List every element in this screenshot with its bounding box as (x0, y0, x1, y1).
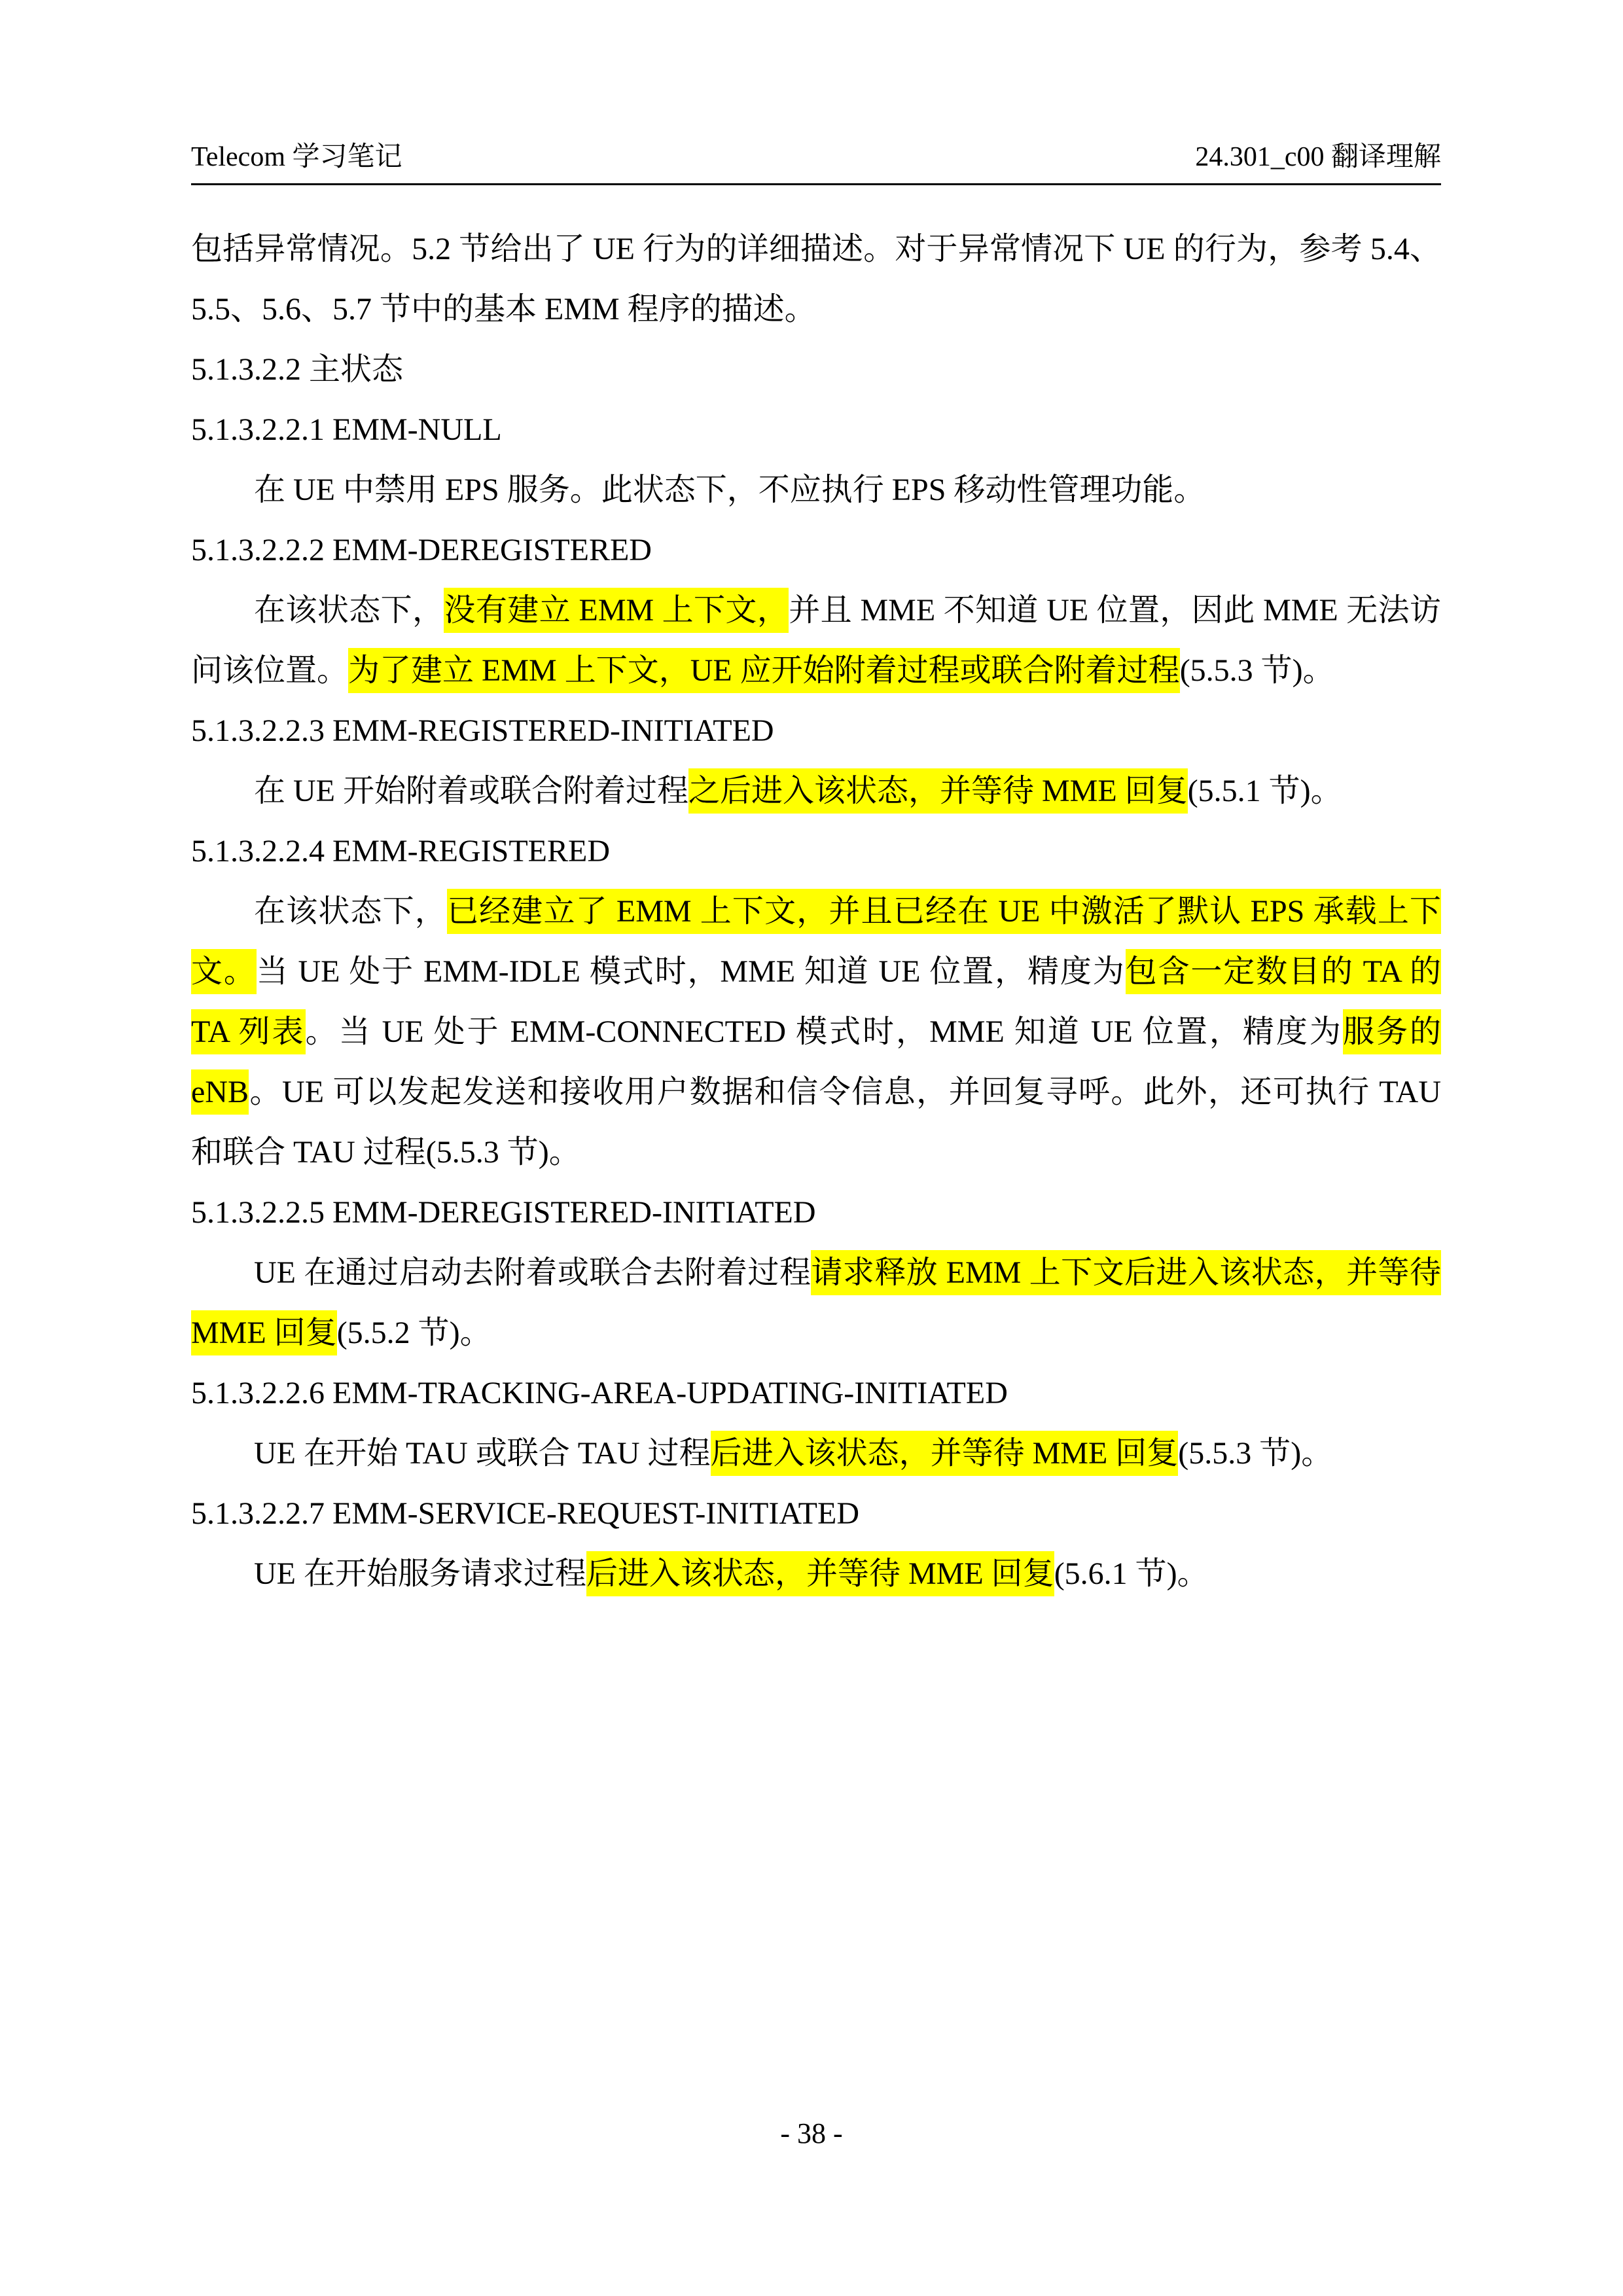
paragraph-emm-registered (191, 882, 1441, 1183)
paragraph-emm-null (191, 460, 1441, 520)
header-doc-id: 24.301_c00 翻译理解 (1195, 142, 1441, 172)
text-span: (5.5.3 节)。 (1178, 1436, 1333, 1471)
paragraph-emm-deregistered (191, 581, 1441, 701)
highlighted-text: 请求释放 EMM 上下文后进入该状态，并等待 MME 回复 (191, 1250, 1441, 1355)
highlighted-text: 后进入该状态，并等待 MME 回复 (711, 1431, 1179, 1476)
section-heading-emm-registered: 5.1.3.2.2.4 EMM-REGISTERED (191, 834, 610, 869)
highlighted-text: 为了建立 EMM 上下文，UE 应开始附着过程或联合附着过程 (348, 648, 1180, 693)
text-span: UE 在开始服务请求过程 (254, 1556, 586, 1591)
page-number: - 38 - (780, 2117, 843, 2149)
highlighted-text: 服务的 eNB (191, 1009, 1441, 1115)
paragraph-emm-service-request-initiated (191, 1544, 1441, 1604)
document-body (191, 219, 1441, 1604)
paragraph-emm-deregistered-initiated (191, 1243, 1441, 1363)
text-span: 在 UE 开始附着或联合附着过程 (254, 774, 688, 808)
text-span: (5.5.2 节)。 (336, 1316, 491, 1350)
text-span: 在该状态下， (254, 894, 447, 929)
text-span: UE 在通过启动去附着或联合去附着过程 (254, 1255, 812, 1290)
text-span: (5.5.1 节)。 (1187, 774, 1342, 808)
text-span: UE 在开始 TAU 或联合 TAU 过程 (254, 1436, 711, 1471)
text-span: 当 UE 处于 EMM-IDLE 模式时，MME 知道 UE 位置，精度为 (256, 954, 1126, 989)
text-span: 。当 UE 处于 EMM-CONNECTED 模式时，MME 知道 UE 位置，精度为 (305, 1014, 1343, 1049)
intro-text: 包括异常情况。5.2 节给出了 UE 行为的详细描述。对于异常情况下 UE 的行为，参考 5.4、5.5、5.6、5.7 节中的基本 EMM 程序的描述。 (191, 232, 1441, 327)
highlighted-text: 之后进入该状态，并等待 MME 回复 (688, 768, 1188, 814)
section-heading-emm-registered-initiated: 5.1.3.2.2.3 EMM-REGISTERED-INITIATED (191, 713, 774, 748)
header-title: Telecom 学习笔记 (191, 142, 402, 172)
section-heading-emm-deregistered: 5.1.3.2.2.2 EMM-DEREGISTERED (191, 533, 652, 567)
text-span: 在 UE 中禁用 EPS 服务。此状态下，不应执行 EPS 移动性管理功能。 (254, 473, 1205, 507)
paragraph-emm-registered-initiated (191, 761, 1441, 821)
section-heading-emm-null: 5.1.3.2.2.1 EMM-NULL (191, 412, 502, 447)
text-span: (5.5.3 节)。 (1179, 653, 1334, 688)
text-span: (5.6.1 节)。 (1054, 1556, 1209, 1591)
page-header (191, 131, 1441, 185)
intro-paragraph (191, 219, 1441, 340)
highlighted-text: 已经建立了 EMM 上下文，并且已经在 UE 中激活了默认 EPS 承载上下文。 (191, 889, 1441, 994)
text-span: 。UE 可以发起发送和接收用户数据和信令信息，并回复寻呼。此外，还可执行 TAU 和联合 TAU 过程(5.5.3 节)。 (191, 1075, 1441, 1170)
highlighted-text: 包含一定数目的 TA 的 TA 列表 (191, 949, 1441, 1054)
section-heading-emm-tau-initiated: 5.1.3.2.2.6 EMM-TRACKING-AREA-UPDATING-INITIATED (191, 1376, 1008, 1410)
section-heading-emm-service-request-initiated: 5.1.3.2.2.7 EMM-SERVICE-REQUEST-INITIATED (191, 1496, 859, 1531)
highlighted-text: 后进入该状态，并等待 MME 回复 (586, 1551, 1054, 1596)
section-heading-emm-deregistered-initiated: 5.1.3.2.2.5 EMM-DEREGISTERED-INITIATED (191, 1195, 816, 1230)
text-span: 并且 MME 不知道 UE 位置，因此 MME 无法访问该位置。 (191, 593, 1441, 688)
highlighted-text: 没有建立 EMM 上下文， (444, 588, 789, 633)
section-heading-main-states: 5.1.3.2.2 主状态 (191, 352, 404, 387)
text-span: 在该状态下， (254, 593, 444, 628)
paragraph-emm-tau-initiated (191, 1424, 1441, 1484)
